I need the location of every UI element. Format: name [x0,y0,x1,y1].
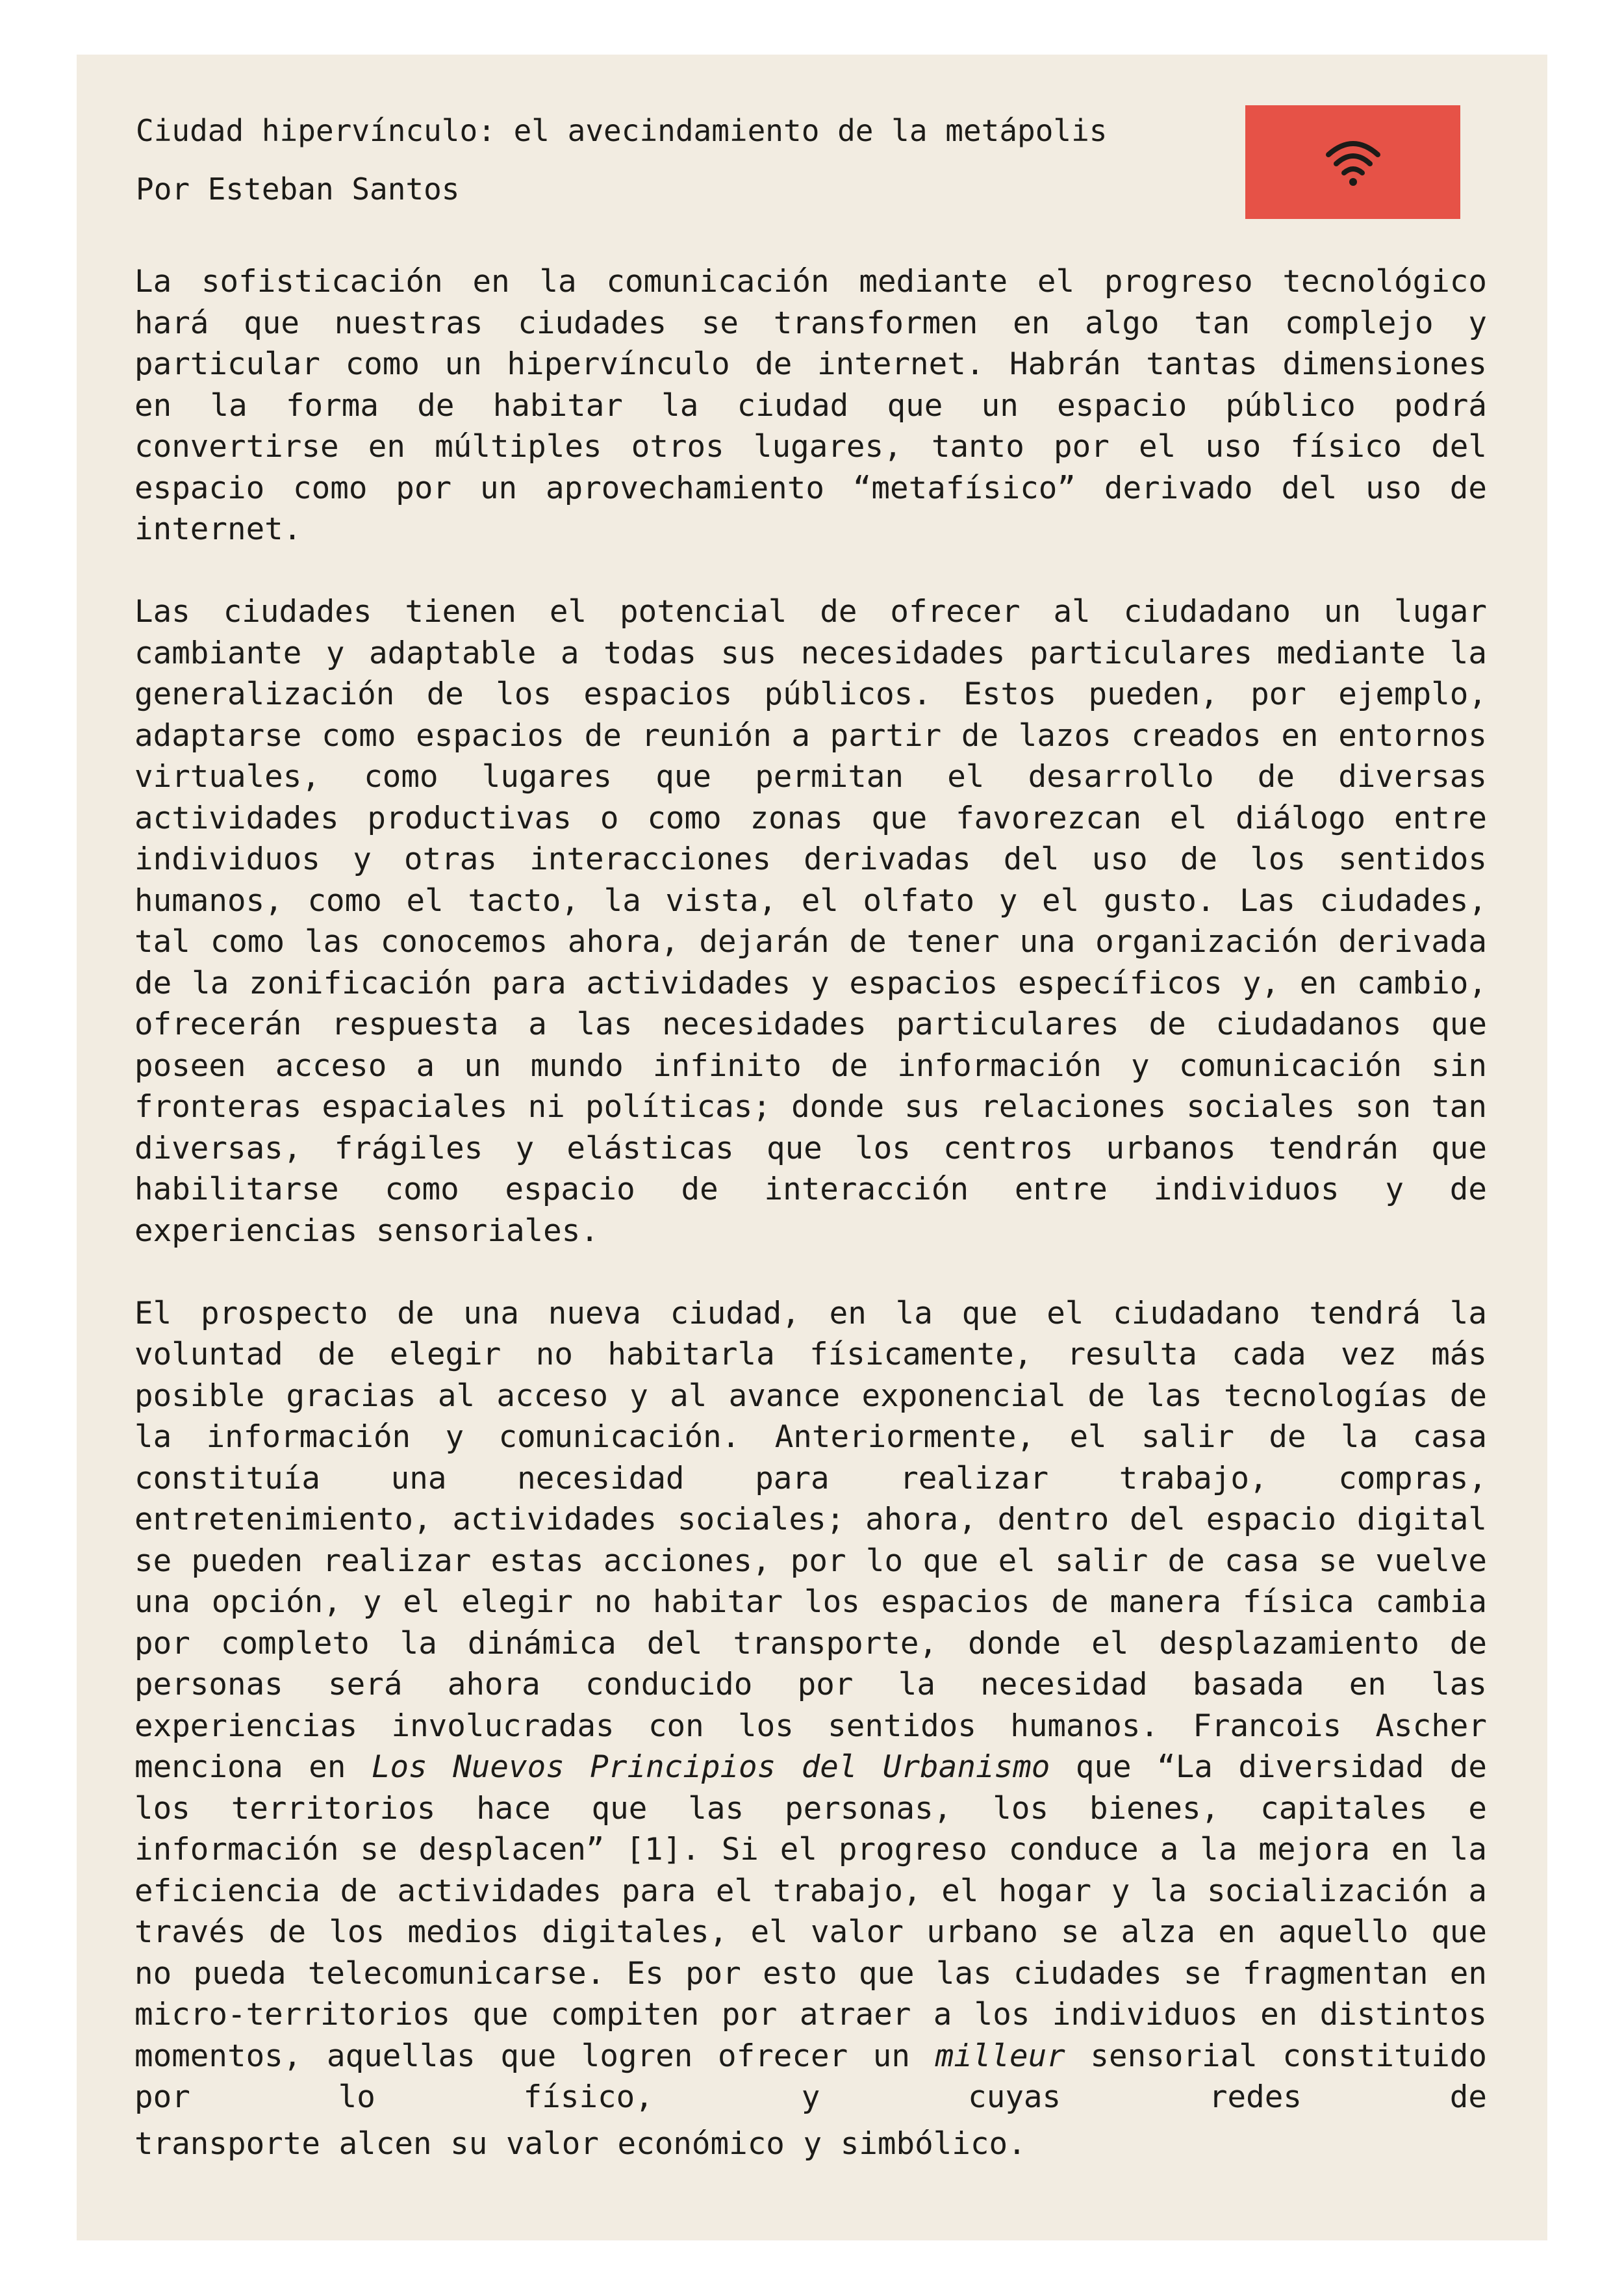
paragraph-3-part-1: El prospecto de una nueva ciudad, en la que el ciudadano tendrá la voluntad de elegir no habitarla físicamente, resulta cada vez más posible gracias al acceso y al avance exponencial de las tecnologías de la información y comunicación. Anteriormente, el salir de la casa constituía una necesidad para realizar trabajo, compras, entretenimiento, actividades sociales; ahora, dentro del espacio digital se pueden realizar estas acciones, por lo que el salir de casa se vuelve una opción, y el elegir no habitar los espacios de manera física cambia por completo la dinámica del transporte, donde el desplazamiento de personas será ahora conducido por la necesidad basada en las experiencias involucradas con los sentidos humanos. Francois Ascher menciona en [134,1295,1487,1785]
italic-word: milleur [935,2038,1065,2074]
paragraph-3-last-line: transporte alcen su valor económico y simbólico. [134,2125,1026,2162]
book-title: Los Nuevos Principios del Urbanismo [371,1749,1050,1785]
document-title: Ciudad hipervínculo: el avecindamiento de la metápolis [136,113,1108,148]
paragraph-2: Las ciudades tienen el potencial de ofrecer al ciudadano un lugar cambiante y adaptable a todas sus necesidades particulares mediante la generalización de los espacios públicos. Estos pueden, por ejemplo, adaptarse como espacios de reunión a partir de lazos creados en entornos virtuales, como lugares que permitan el desarrollo de diversas actividades productivas o como zonas que favorezcan el diálogo entre individuos y otras interacciones derivadas del uso de los sentidos humanos, como el tacto, la vista, el olfato y el gusto. Las ciudades, tal como las conocemos ahora, dejarán de tener una organización derivada de la zonificación para actividades y espacios específicos y, en cambio, ofrecerán respuesta a las necesidades particulares de ciudadanos que poseen acceso a un mundo infinito de información y comunicación sin fronteras espaciales ni políticas; donde sus relaciones sociales son tan diversas, frágiles y elásticas que los centros urbanos tendrán que habilitarse como espacio de interacción entre individuos y de experiencias sensoriales. [134,594,1487,1249]
paragraph-3-part-2: que “La diversidad de los territorios hace que las personas, los bienes, capitales e información se desplacen” [1]. Si el progreso conduce a la mejora en la eficiencia de actividades para el trabajo, el hogar y la socialización a través de los medios digitales, el valor urbano se alza en aquello que no pueda telecomunicarse. Es por esto que las ciudades se fragmentan en micro-territorios que compiten por atraer a los individuos en distintos momentos, aquellas que logren ofrecer un [134,1749,1487,2074]
paragraph-3 [134,1293,1487,2165]
paragraph-1: La sofisticación en la comunicación mediante el progreso tecnológico hará que nuestras ciudades se transformen en algo tan complejo y particular como un hipervínculo de internet. Habrán tantas dimensiones en la forma de habitar la ciudad que un espacio público podrá convertirse en múltiples otros lugares, tanto por el uso físico del espacio como por un aprovechamiento “metafísico” derivado del uso de internet. [134,264,1487,547]
paper-sheet [77,55,1547,2240]
author-byline: Por Esteban Santos [136,172,460,207]
article-body [134,261,1487,2164]
document-header [136,101,1240,218]
wifi-badge [1245,105,1460,219]
paragraph-3-part-3: sensorial constituido por lo físico, y cuyas redes de [134,2038,1487,2115]
wifi-icon [1325,136,1382,188]
